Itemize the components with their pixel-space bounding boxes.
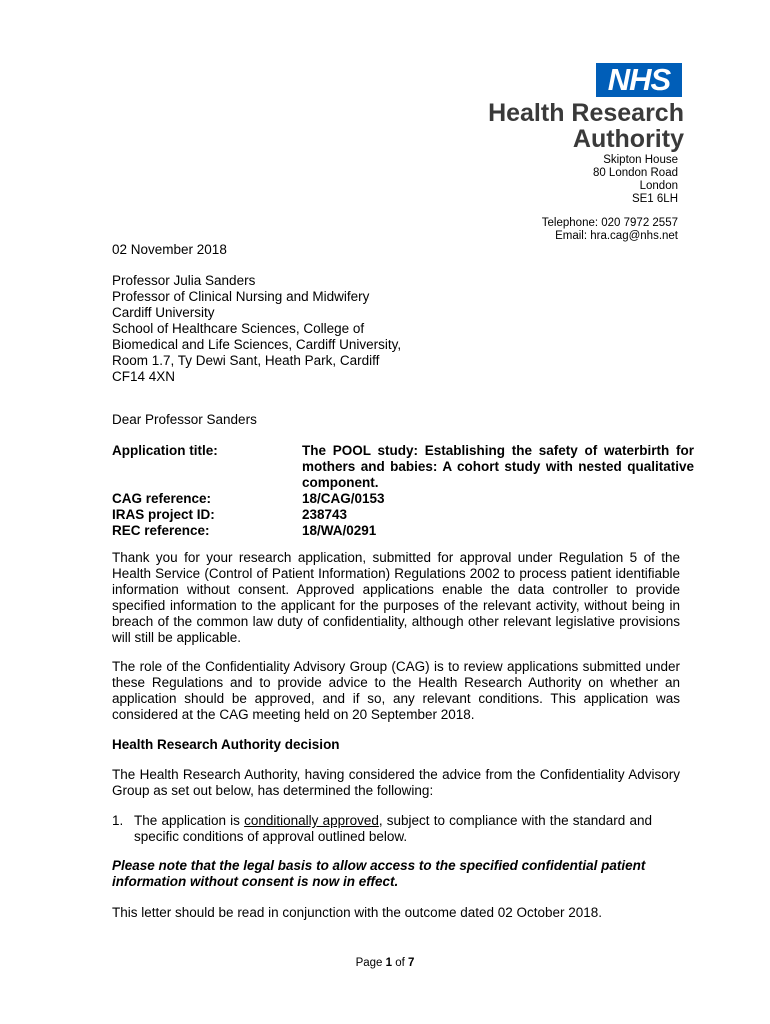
org-name-line2: Authority bbox=[572, 125, 684, 153]
recipient-line: Professor of Clinical Nursing and Midwifery bbox=[112, 289, 370, 304]
paragraph-conjunction: This letter should be read in conjunction with the outcome dated 02 October 2018. bbox=[112, 905, 603, 920]
list-text-after: , subject to compliance with the standard and specific conditions of approval outlined below. bbox=[134, 813, 652, 844]
organisation-name bbox=[488, 100, 684, 152]
section-heading-decision: Health Research Authority decision bbox=[112, 737, 340, 752]
application-title-value: The POOL study: Establishing the safety of waterbirth for mothers and babies: A cohort study with nested qualitative component. bbox=[302, 443, 694, 490]
page-total: 7 bbox=[408, 957, 415, 969]
application-title-label: Application title: bbox=[112, 443, 218, 458]
cag-reference-label: CAG reference: bbox=[112, 491, 212, 506]
iras-project-label: IRAS project ID: bbox=[112, 507, 215, 522]
address-line: 80 London Road bbox=[592, 167, 678, 179]
sender-address bbox=[593, 154, 678, 206]
recipient-address bbox=[112, 273, 472, 385]
list-number: 1. bbox=[112, 813, 124, 828]
contact-details bbox=[542, 217, 678, 243]
letter-date: 02 November 2018 bbox=[112, 242, 227, 257]
list-text-before: The application is bbox=[134, 813, 245, 828]
paragraph-cag-role: The role of the Confidentiality Advisory Group (CAG) is to review applications submitted under these Regulations and to provide advice to the Health Research Authority on whether an application should be approved, and if so, any relevant conditions. This application was considered at the CAG meeting held on 20 September 2018. bbox=[112, 659, 680, 722]
of-word: of bbox=[395, 957, 405, 969]
recipient-line: Biomedical and Life Sciences, Cardiff University, bbox=[112, 337, 402, 352]
reference-block bbox=[112, 443, 694, 539]
address-line: London bbox=[639, 180, 678, 192]
rec-reference-value: 18/WA/0291 bbox=[302, 523, 377, 538]
org-name-line1: Health Research bbox=[488, 99, 684, 127]
address-line: Skipton House bbox=[603, 154, 678, 166]
list-text bbox=[134, 813, 652, 845]
cag-reference-value: 18/CAG/0153 bbox=[302, 491, 385, 506]
recipient-line: School of Healthcare Sciences, College of bbox=[112, 321, 365, 336]
telephone: Telephone: 020 7972 2557 bbox=[541, 217, 678, 229]
page-number: 1 bbox=[385, 957, 393, 969]
decision-list-item bbox=[112, 813, 652, 845]
paragraph-decision: The Health Research Authority, having considered the advice from the Confidentiality Advisory Group as set out below, has determined the following: bbox=[112, 767, 680, 798]
recipient-line: Room 1.7, Ty Dewi Sant, Heath Park, Cardiff bbox=[112, 353, 380, 368]
legal-basis-notice: Please note that the legal basis to allow access to the specified confidential patient information without consent is now in effect. bbox=[112, 858, 646, 889]
rec-reference-label: REC reference: bbox=[112, 523, 210, 538]
nhs-logo: NHS bbox=[596, 63, 682, 97]
address-line: SE1 6LH bbox=[631, 193, 678, 205]
conditionally-approved-text: conditionally approved bbox=[244, 813, 379, 828]
page-footer bbox=[0, 957, 770, 969]
page-word: Page bbox=[355, 957, 383, 969]
email: Email: hra.cag@nhs.net bbox=[555, 230, 678, 242]
rec-reference-row bbox=[112, 523, 694, 539]
iras-project-row bbox=[112, 507, 694, 523]
iras-project-value: 238743 bbox=[302, 507, 348, 522]
recipient-line: Professor Julia Sanders bbox=[112, 273, 256, 288]
recipient-line: CF14 4XN bbox=[112, 369, 176, 384]
application-title-row bbox=[112, 443, 694, 491]
salutation: Dear Professor Sanders bbox=[112, 412, 257, 427]
recipient-line: Cardiff University bbox=[112, 305, 215, 320]
paragraph-intro: Thank you for your research application, submitted for approval under Regulation 5 of the Health Service (Control of Patient Information) Regulations 2002 to process patient identifiable information without consent. Approved applications enable the data controller to provide specified information to the applicant for the purposes of the relevant activity, without being in breach of the common law duty of confidentiality, although other relevant legislative provisions will still be applicable. bbox=[112, 550, 680, 645]
cag-reference-row bbox=[112, 491, 694, 507]
